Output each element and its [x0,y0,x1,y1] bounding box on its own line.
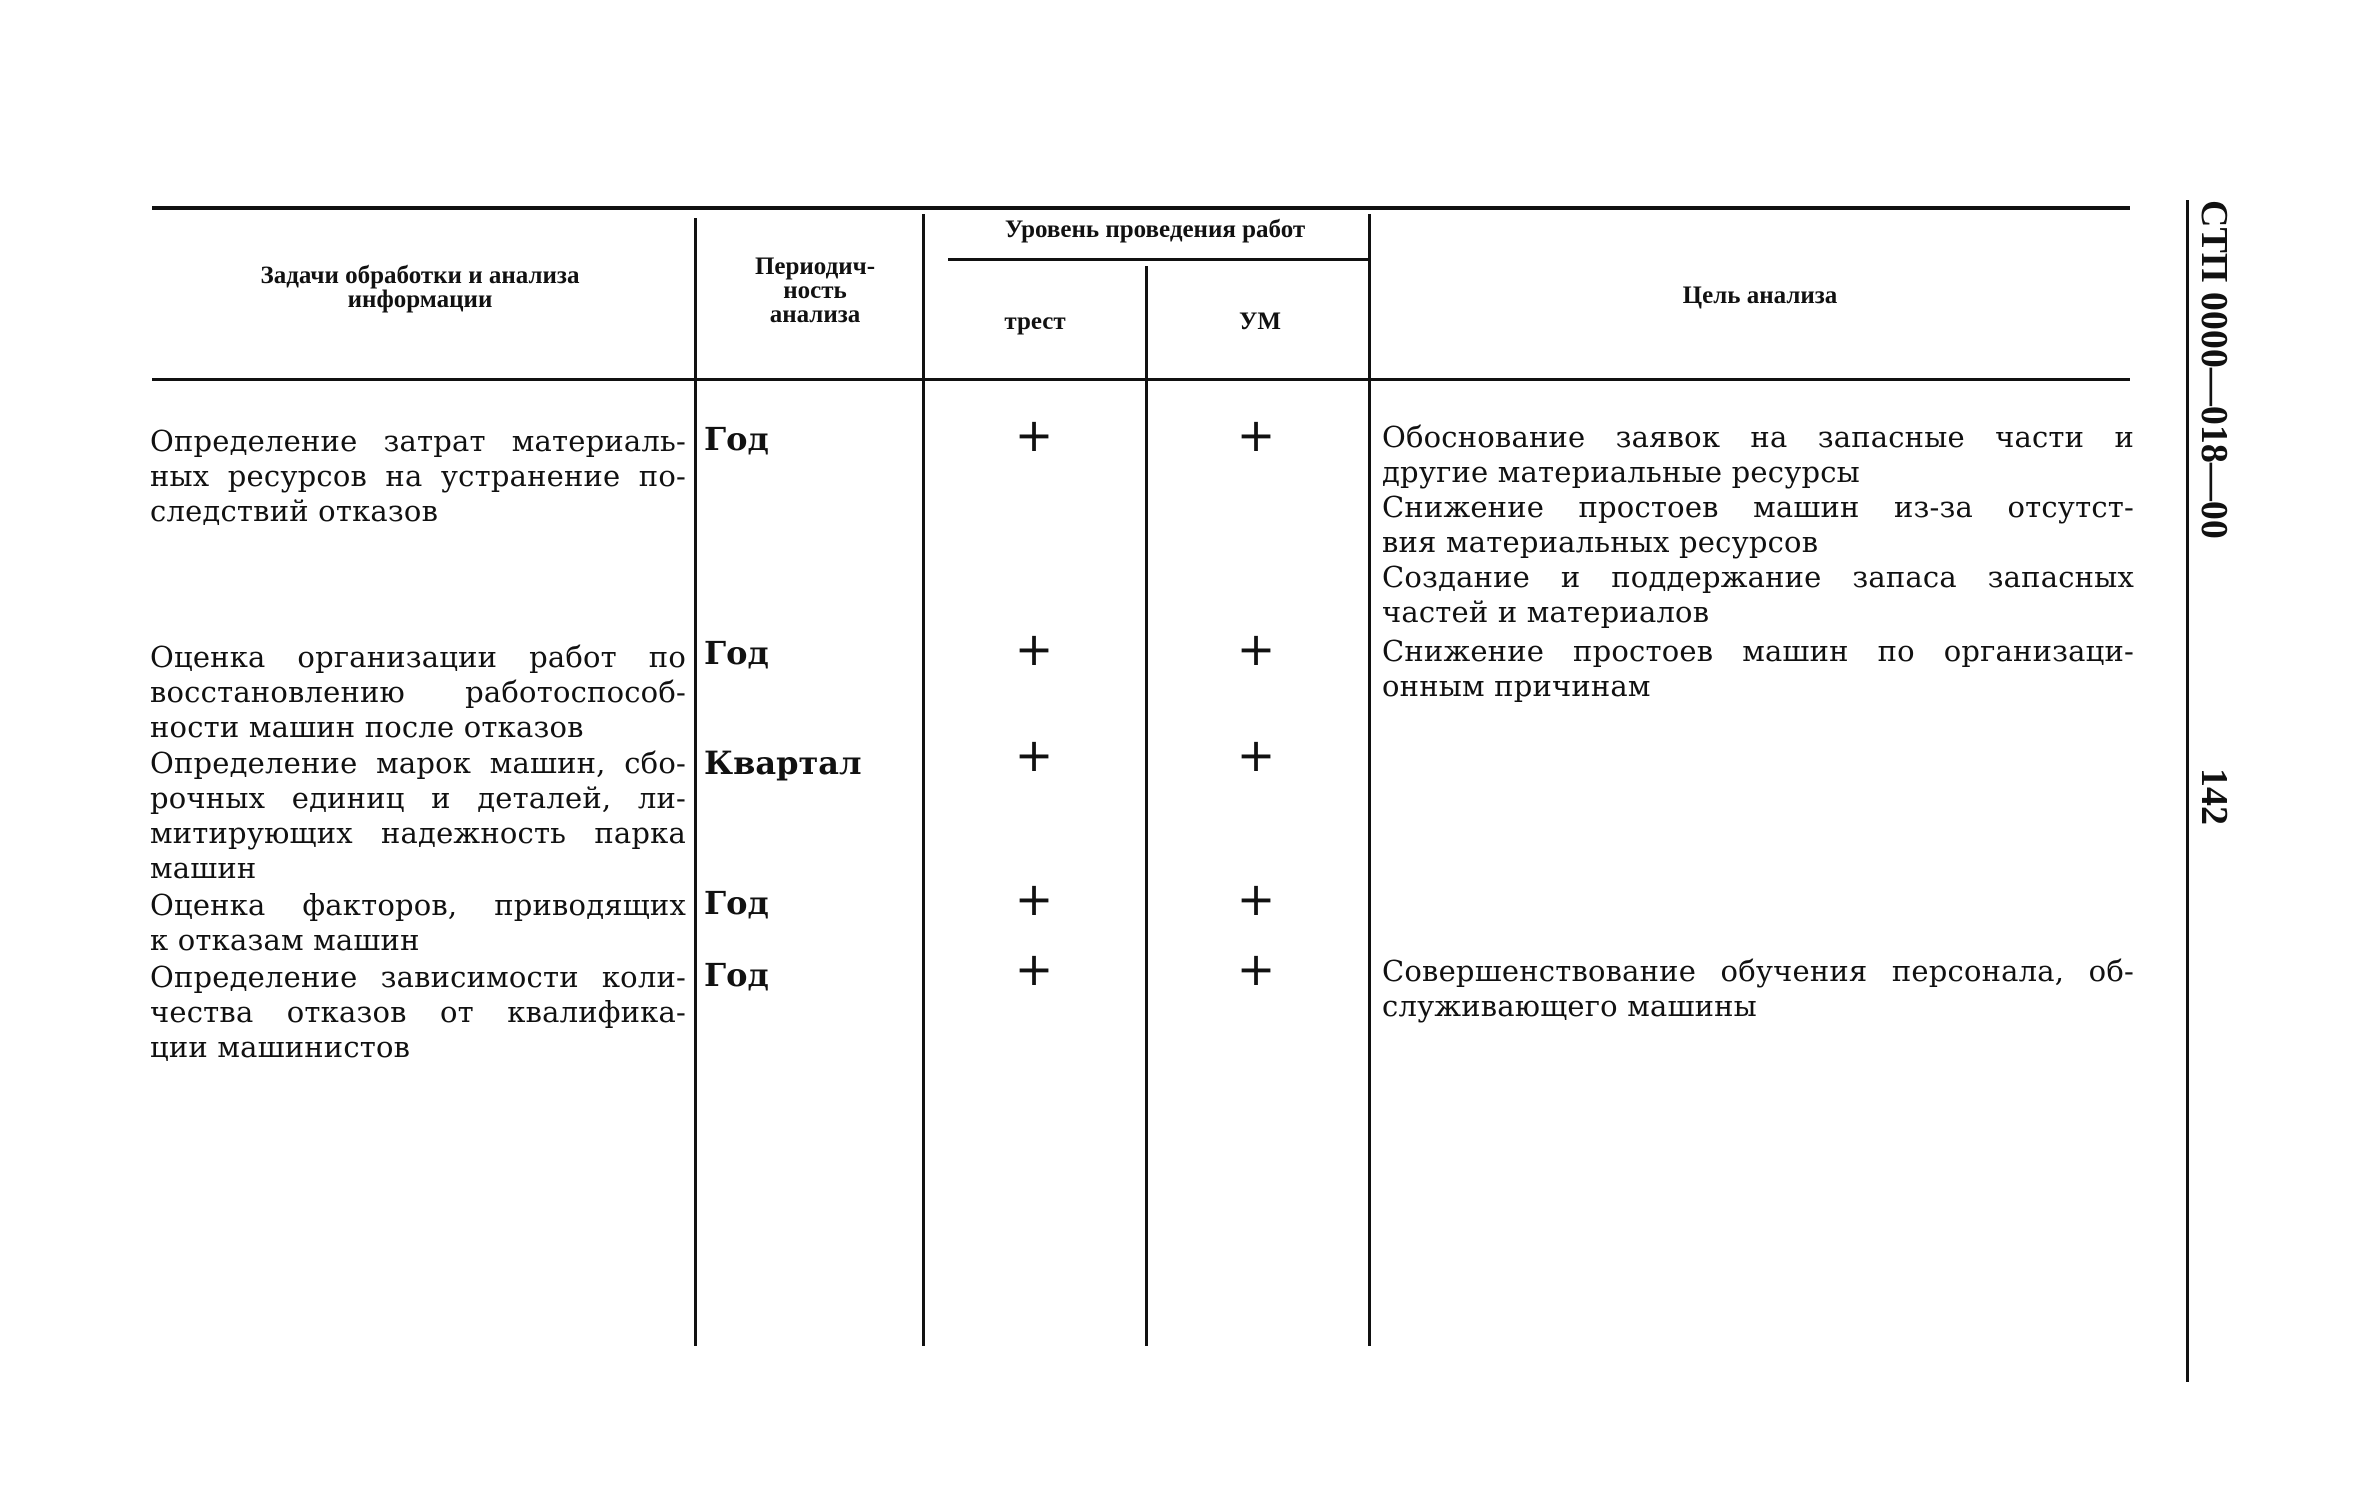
um-mark: + [1236,408,1276,462]
col-divider-3 [1145,266,1148,1346]
task-line: ных ресурсов на устранение по- [150,459,686,493]
task-cell [150,424,686,529]
period-cell: Год [704,956,769,994]
header-period-line: анализа [769,301,861,328]
task-cell [150,746,686,886]
goal-line: служивающего машины [1382,989,1757,1023]
task-cell [150,960,686,1065]
document-code: СТП 0000—018—00 [2193,200,2235,539]
page-number: 142 [2193,768,2235,825]
goal-line: частей и материалов [1382,595,1710,629]
goal-cell [1382,634,2134,704]
period-cell: Квартал [704,744,862,782]
um-mark: + [1236,872,1276,926]
header-level: Уровень проведения работ [1004,216,1306,243]
level-rule [948,258,1368,261]
header-period-line: ность [783,277,847,304]
table-top-rule [152,206,2130,210]
goal-line: Совершенствование обучения персонала, об- [1382,954,2134,988]
goal-cell [1382,954,2134,1024]
task-line: Определение марок машин, сбо- [150,746,686,780]
goal-line: онным причинам [1382,669,1651,703]
task-line: к отказам машин [150,923,420,957]
goal-line: Снижение простоев машин по организаци- [1382,634,2134,668]
goal-line: Создание и поддержание запаса запасных [1382,560,2134,594]
goal-cell [1382,420,2134,630]
task-line: Определение зависимости коли- [150,960,686,994]
task-line: ции машинистов [150,1030,411,1064]
task-line: Оценка организации работ по [150,640,686,674]
goal-line: Снижение простоев машин из-за отсутст- [1382,490,2134,524]
trust-mark: + [1014,622,1054,676]
task-line: восстановлению работоспособ- [150,675,686,709]
task-line: ности машин после отказов [150,710,584,744]
goal-line: вия материальных ресурсов [1382,525,1819,559]
col-divider-2 [922,214,925,1346]
col-divider-4 [1368,214,1371,1346]
trust-mark: + [1014,942,1054,996]
header-trust: трест [1004,308,1066,335]
task-line: митирующих надежность парка [150,816,686,850]
col-divider-1 [694,218,697,1346]
um-mark: + [1236,622,1276,676]
task-line: Оценка факторов, приводящих [150,888,686,922]
goal-line: другие материальные ресурсы [1382,455,1860,489]
header-tasks: Задачи обработки и анализа информации [260,262,580,313]
task-cell [150,888,686,958]
task-line: машин [150,851,257,885]
goal-line: Обоснование заявок на запасные части и [1382,420,2134,454]
um-mark: + [1236,942,1276,996]
task-cell [150,640,686,745]
header-period [710,255,920,327]
task-line: рочных единиц и деталей, ли- [150,781,686,815]
header-bottom-rule [152,378,2130,381]
task-line: следствий отказов [150,494,439,528]
header-um: УМ [1239,308,1281,335]
period-cell: Год [704,884,769,922]
task-line: чества отказов от квалифика- [150,995,686,1029]
trust-mark: + [1014,728,1054,782]
side-rule [2186,200,2189,1382]
period-cell: Год [704,420,769,458]
trust-mark: + [1014,408,1054,462]
um-mark: + [1236,728,1276,782]
header-goal: Цель анализа [1682,282,1838,309]
period-cell: Год [704,634,769,672]
task-line: Определение затрат материаль- [150,424,686,458]
trust-mark: + [1014,872,1054,926]
header-period-line: Периодич- [754,253,876,280]
